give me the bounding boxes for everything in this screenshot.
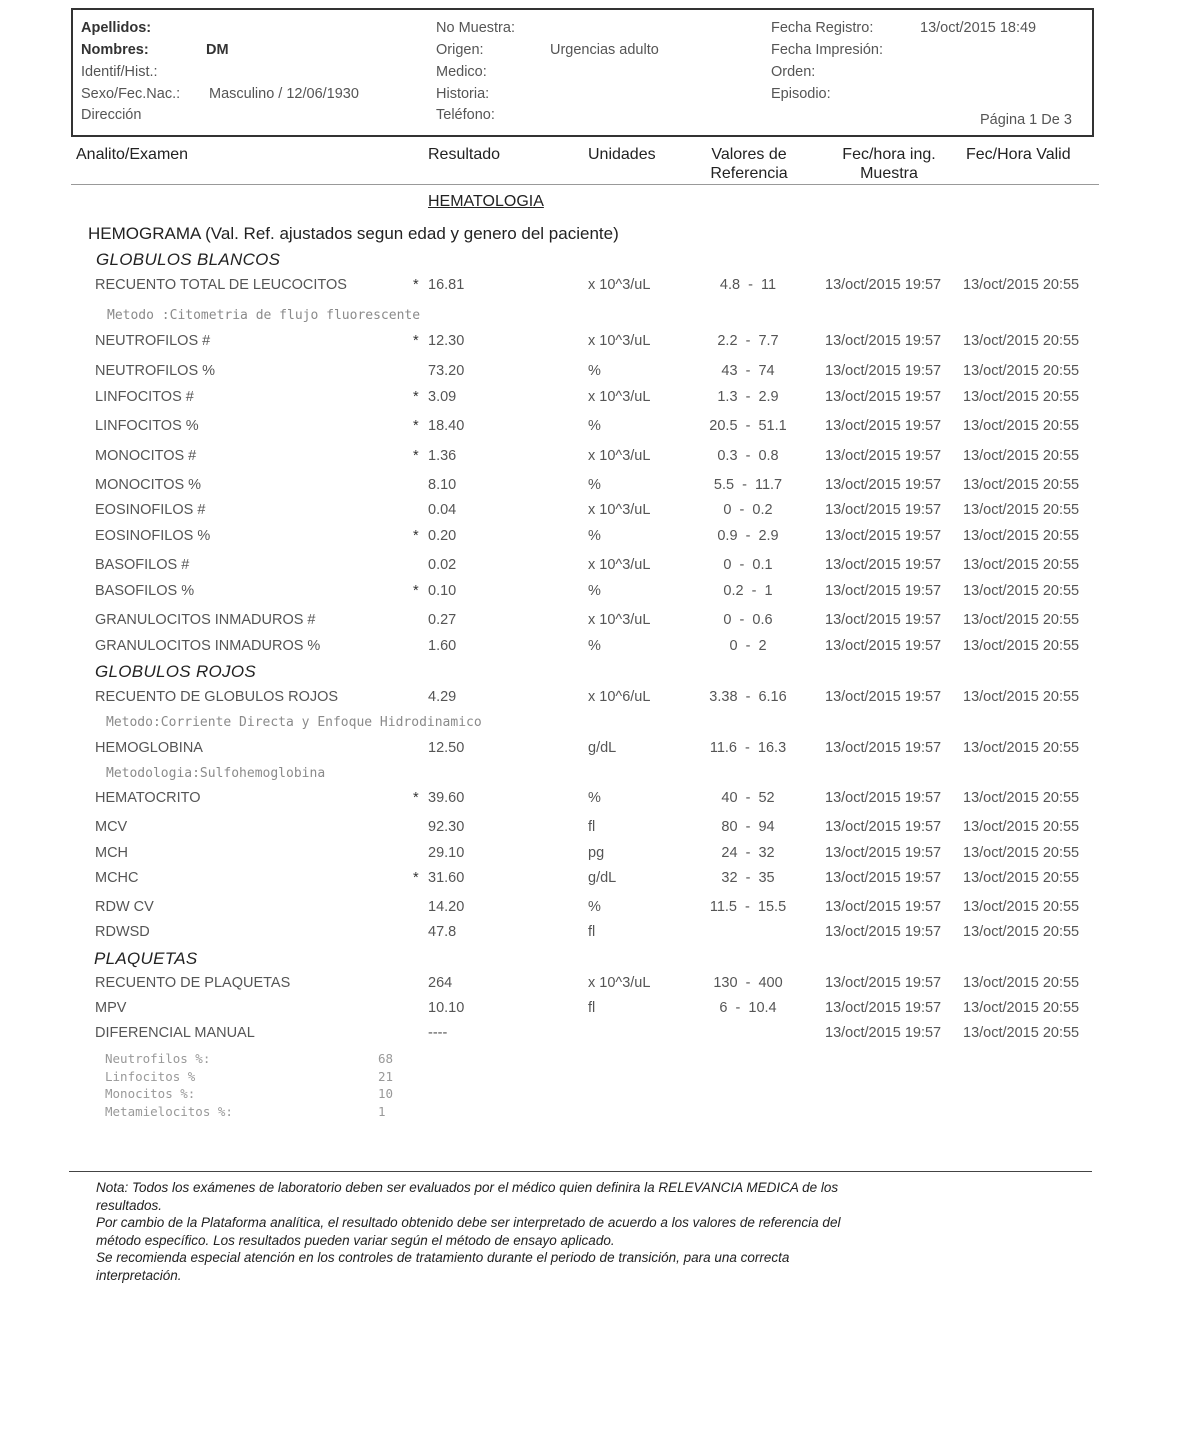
result-value: 1.36 [428, 448, 457, 464]
sexo-value: Masculino / 12/06/1930 [209, 86, 359, 102]
diferencial-item [105, 1050, 233, 1068]
note-line: interpretación. [96, 1267, 182, 1283]
group-plaquetas: PLAQUETAS [94, 949, 198, 968]
table-row [0, 477, 1181, 497]
analyte-name: GRANULOCITOS INMADUROS % [95, 638, 321, 654]
table-row [0, 689, 1181, 709]
unit: fl [588, 1000, 596, 1016]
orden-label: Orden: [771, 64, 816, 80]
analyte-name: GRANULOCITOS INMADUROS # [95, 612, 316, 628]
abnormal-flag: * [413, 790, 419, 806]
table-row [0, 638, 1181, 658]
result-value: 3.09 [428, 389, 457, 405]
sample-datetime: 13/oct/2015 19:57 [825, 502, 942, 518]
reference-range: 2.2 - 7.7 [717, 333, 779, 349]
group-globulos-rojos: GLOBULOS ROJOS [95, 662, 257, 681]
sample-datetime: 13/oct/2015 19:57 [825, 975, 942, 991]
result-value: ---- [428, 1025, 448, 1041]
sample-datetime: 13/oct/2015 19:57 [825, 418, 942, 434]
col-analito: Analito/Examen [76, 146, 189, 163]
analyte-name: HEMOGLOBINA [95, 740, 203, 756]
sample-datetime: 13/oct/2015 19:57 [825, 870, 942, 886]
abnormal-flag: * [413, 418, 419, 434]
reference-range: 20.5 - 51.1 [709, 418, 787, 434]
reference-range: 0.9 - 2.9 [717, 528, 779, 544]
validation-datetime: 13/oct/2015 20:55 [963, 612, 1080, 628]
reference-range: 0 - 0.6 [723, 612, 773, 628]
table-row [0, 924, 1181, 944]
table-row [0, 502, 1181, 522]
table-row [0, 277, 1181, 297]
method-hemoglobina: Metodologia:Sulfohemoglobina [106, 766, 326, 781]
diferencial-label: Neutrofilos %: [105, 1051, 211, 1066]
reference-range: 0.2 - 1 [723, 583, 773, 599]
table-row [0, 583, 1181, 603]
validation-datetime: 13/oct/2015 20:55 [963, 845, 1080, 861]
result-value: 14.20 [428, 899, 465, 915]
analyte-name: MCHC [95, 870, 139, 886]
note-line: método específico. Los resultados pueden variar según el método de ensayo aplicado. [96, 1232, 615, 1248]
method-leucocitos: Metodo :Citometria de flujo fluorescente [107, 308, 421, 323]
page-number: Página 1 De 3 [980, 112, 1072, 128]
diferencial-value: 68 [378, 1051, 394, 1066]
sample-datetime: 13/oct/2015 19:57 [825, 819, 942, 835]
footer-rule [69, 1171, 1092, 1172]
reference-range: 6 - 10.4 [719, 1000, 777, 1016]
reference-range: 0 - 2 [729, 638, 767, 654]
validation-datetime: 13/oct/2015 20:55 [963, 528, 1080, 544]
diferencial-label: Linfocitos % [105, 1068, 196, 1084]
table-row [0, 740, 1181, 760]
sample-datetime: 13/oct/2015 19:57 [825, 845, 942, 861]
result-value: 1.60 [428, 638, 457, 654]
diferencial-value: 21 [378, 1068, 394, 1084]
reference-range: 0.3 - 0.8 [717, 448, 779, 464]
sample-datetime: 13/oct/2015 19:57 [825, 899, 942, 915]
table-row [0, 790, 1181, 810]
diferencial-label: Metamielocitos %: [105, 1103, 233, 1119]
diferencial-list [105, 1050, 233, 1120]
column-header-rule [71, 184, 1099, 185]
sample-datetime: 13/oct/2015 19:57 [825, 557, 942, 573]
apellidos-label: Apellidos: [81, 20, 152, 36]
table-row [0, 975, 1181, 995]
reference-range: 43 - 74 [721, 363, 775, 379]
unit: x 10^3/uL [588, 975, 651, 991]
table-row [0, 363, 1181, 383]
result-value: 16.81 [428, 277, 465, 293]
result-value: 0.04 [428, 502, 457, 518]
unit: x 10^3/uL [588, 389, 651, 405]
table-row [0, 899, 1181, 919]
historia-label: Historia: [436, 86, 490, 102]
unit: x 10^3/uL [588, 612, 651, 628]
table-row [0, 845, 1181, 865]
analyte-name: BASOFILOS % [95, 583, 195, 599]
col-fecha-ingreso: Fec/hora ing. Muestra [842, 146, 936, 182]
table-row [0, 448, 1181, 468]
abnormal-flag: * [413, 528, 419, 544]
reference-range: 24 - 32 [721, 845, 775, 861]
analyte-name: LINFOCITOS % [95, 418, 199, 434]
validation-datetime: 13/oct/2015 20:55 [963, 740, 1080, 756]
result-value: 18.40 [428, 418, 465, 434]
result-value: 12.30 [428, 333, 465, 349]
diferencial-values [378, 1050, 393, 1120]
validation-datetime: 13/oct/2015 20:55 [963, 790, 1080, 806]
result-value: 12.50 [428, 740, 465, 756]
validation-datetime: 13/oct/2015 20:55 [963, 502, 1080, 518]
table-row [0, 1025, 1181, 1045]
validation-datetime: 13/oct/2015 20:55 [963, 975, 1080, 991]
table-row [0, 418, 1181, 438]
result-value: 264 [428, 975, 453, 991]
unit: x 10^3/uL [588, 502, 651, 518]
unit: % [588, 790, 601, 806]
abnormal-flag: * [413, 870, 419, 886]
validation-datetime: 13/oct/2015 20:55 [963, 363, 1080, 379]
validation-datetime: 13/oct/2015 20:55 [963, 583, 1080, 599]
analyte-name: EOSINOFILOS % [95, 528, 211, 544]
analyte-name: NEUTROFILOS % [95, 363, 216, 379]
analyte-name: RDW CV [95, 899, 154, 915]
analyte-name: RECUENTO TOTAL DE LEUCOCITOS [95, 277, 347, 293]
result-value: 8.10 [428, 477, 457, 493]
reference-range: 130 - 400 [713, 975, 783, 991]
unit: x 10^3/uL [588, 448, 651, 464]
validation-datetime: 13/oct/2015 20:55 [963, 418, 1080, 434]
analyte-name: HEMATOCRITO [95, 790, 201, 806]
sample-datetime: 13/oct/2015 19:57 [825, 363, 942, 379]
fecha-registro-label: Fecha Registro: [771, 20, 874, 36]
reference-range: 0 - 0.2 [723, 502, 773, 518]
unit: % [588, 418, 601, 434]
unit: pg [588, 845, 605, 861]
diferencial-label: Monocitos %: [105, 1086, 196, 1101]
unit: % [588, 638, 601, 654]
table-row [0, 528, 1181, 548]
direccion-label: Dirección [81, 107, 142, 123]
validation-datetime: 13/oct/2015 20:55 [963, 689, 1080, 705]
analyte-name: MPV [95, 1000, 127, 1016]
note-line: Por cambio de la Plataforma analítica, el resultado obtenido debe ser interpretado de acuerdo a los valores de referencia del [96, 1215, 841, 1230]
analyte-name: BASOFILOS # [95, 557, 190, 573]
col-valores-referencia: Valores de Referencia [710, 146, 788, 182]
analyte-name: MONOCITOS % [95, 477, 202, 493]
result-value: 92.30 [428, 819, 465, 835]
validation-datetime: 13/oct/2015 20:55 [963, 277, 1080, 293]
result-value: 4.29 [428, 689, 457, 705]
result-value: 29.10 [428, 845, 465, 861]
sample-datetime: 13/oct/2015 19:57 [825, 333, 942, 349]
sample-datetime: 13/oct/2015 19:57 [825, 924, 942, 940]
analyte-name: EOSINOFILOS # [95, 502, 206, 518]
note-line: Nota: Todos los exámenes de laboratorio deben ser evaluados por el médico quien definira la RELEVANCIA MEDICA de los [96, 1180, 839, 1195]
table-row [0, 1000, 1181, 1020]
unit: % [588, 363, 601, 379]
unit: x 10^3/uL [588, 277, 651, 293]
result-value: 39.60 [428, 790, 465, 806]
result-value: 0.02 [428, 557, 457, 573]
sample-datetime: 13/oct/2015 19:57 [825, 448, 942, 464]
diferencial-value: 10 [378, 1086, 394, 1101]
unit: % [588, 477, 601, 493]
sexo-label: Sexo/Fec.Nac.: [81, 86, 181, 102]
fecha-impresion-label: Fecha Impresión: [771, 42, 884, 58]
diferencial-item [105, 1103, 233, 1121]
unit: % [588, 528, 601, 544]
telefono-label: Teléfono: [436, 107, 495, 123]
sample-datetime: 13/oct/2015 19:57 [825, 583, 942, 599]
reference-range: 5.5 - 11.7 [713, 477, 783, 493]
validation-datetime: 13/oct/2015 20:55 [963, 1025, 1080, 1041]
validation-datetime: 13/oct/2015 20:55 [963, 389, 1080, 405]
diferencial-item [105, 1085, 233, 1103]
validation-datetime: 13/oct/2015 20:55 [963, 333, 1080, 349]
panel-title: HEMOGRAMA (Val. Ref. ajustados segun edad y genero del paciente) [88, 224, 619, 243]
unit: % [588, 899, 601, 915]
diferencial-item [105, 1068, 233, 1086]
validation-datetime: 13/oct/2015 20:55 [963, 448, 1080, 464]
reference-range: 80 - 94 [721, 819, 775, 835]
analyte-name: DIFERENCIAL MANUAL [95, 1025, 255, 1041]
unit: % [588, 583, 601, 599]
validation-datetime: 13/oct/2015 20:55 [963, 557, 1080, 573]
note-line: resultados. [96, 1197, 163, 1213]
abnormal-flag: * [413, 333, 419, 349]
abnormal-flag: * [413, 448, 419, 464]
result-value: 0.27 [428, 612, 457, 628]
analyte-name: MONOCITOS # [95, 448, 197, 464]
validation-datetime: 13/oct/2015 20:55 [963, 819, 1080, 835]
col-fecha-validacion: Fec/Hora Valid [966, 146, 1071, 163]
analyte-name: MCH [95, 845, 129, 861]
result-value: 0.10 [428, 583, 457, 599]
section-title: HEMATOLOGIA [428, 193, 544, 210]
col-resultado: Resultado [428, 146, 501, 163]
analyte-name: RECUENTO DE PLAQUETAS [95, 975, 291, 991]
nombres-label: Nombres: [81, 42, 149, 58]
reference-range: 40 - 52 [721, 790, 775, 806]
unit: x 10^6/uL [588, 689, 651, 705]
result-value: 10.10 [428, 1000, 465, 1016]
unit: x 10^3/uL [588, 333, 651, 349]
result-value: 47.8 [428, 924, 457, 940]
sample-datetime: 13/oct/2015 19:57 [825, 277, 942, 293]
abnormal-flag: * [413, 583, 419, 599]
origen-label: Origen: [436, 42, 484, 58]
reference-range: 11.6 - 16.3 [709, 740, 787, 756]
sample-datetime: 13/oct/2015 19:57 [825, 740, 942, 756]
method-globulos-rojos: Metodo:Corriente Directa y Enfoque Hidrodinamico [106, 715, 482, 730]
result-value: 73.20 [428, 363, 465, 379]
result-value: 0.20 [428, 528, 457, 544]
abnormal-flag: * [413, 277, 419, 293]
sample-datetime: 13/oct/2015 19:57 [825, 477, 942, 493]
unit: g/dL [588, 740, 617, 756]
sample-datetime: 13/oct/2015 19:57 [825, 389, 942, 405]
reference-range: 4.8 - 11 [719, 277, 777, 293]
sample-datetime: 13/oct/2015 19:57 [825, 689, 942, 705]
sample-datetime: 13/oct/2015 19:57 [825, 1025, 942, 1041]
unit: fl [588, 819, 596, 835]
validation-datetime: 13/oct/2015 20:55 [963, 477, 1080, 493]
abnormal-flag: * [413, 389, 419, 405]
table-row [0, 557, 1181, 577]
nombres-value: DM [206, 42, 229, 58]
validation-datetime: 13/oct/2015 20:55 [963, 1000, 1080, 1016]
sample-datetime: 13/oct/2015 19:57 [825, 638, 942, 654]
unit: g/dL [588, 870, 617, 886]
validation-datetime: 13/oct/2015 20:55 [963, 899, 1080, 915]
table-row [0, 612, 1181, 632]
no-muestra-label: No Muestra: [436, 20, 515, 36]
reference-range: 32 - 35 [721, 870, 775, 886]
diferencial-value: 1 [378, 1103, 386, 1119]
col-unidades: Unidades [588, 146, 656, 163]
analyte-name: MCV [95, 819, 128, 835]
sample-datetime: 13/oct/2015 19:57 [825, 790, 942, 806]
footer-note [96, 1179, 840, 1284]
fecha-registro-value: 13/oct/2015 18:49 [920, 20, 1037, 36]
sample-datetime: 13/oct/2015 19:57 [825, 612, 942, 628]
sample-datetime: 13/oct/2015 19:57 [825, 1000, 942, 1016]
note-line: Se recomienda especial atención en los controles de tratamiento durante el periodo de transición, para una correcta [96, 1250, 790, 1265]
validation-datetime: 13/oct/2015 20:55 [963, 924, 1080, 940]
identif-label: Identif/Hist.: [81, 64, 158, 80]
validation-datetime: 13/oct/2015 20:55 [963, 638, 1080, 654]
episodio-label: Episodio: [771, 86, 831, 102]
unit: x 10^3/uL [588, 557, 651, 573]
reference-range: 11.5 - 15.5 [709, 899, 787, 915]
analyte-name: RECUENTO DE GLOBULOS ROJOS [95, 689, 339, 705]
reference-range: 0 - 0.1 [723, 557, 773, 573]
group-globulos-blancos: GLOBULOS BLANCOS [96, 250, 281, 269]
analyte-name: RDWSD [95, 924, 150, 940]
reference-range: 3.38 - 6.16 [709, 689, 787, 705]
result-value: 31.60 [428, 870, 465, 886]
table-row [0, 819, 1181, 839]
medico-label: Medico: [436, 64, 487, 80]
analyte-name: NEUTROFILOS # [95, 333, 211, 349]
reference-range: 1.3 - 2.9 [717, 389, 779, 405]
table-row [0, 333, 1181, 353]
table-row [0, 870, 1181, 890]
table-row [0, 389, 1181, 409]
origen-value: Urgencias adulto [550, 42, 659, 58]
sample-datetime: 13/oct/2015 19:57 [825, 528, 942, 544]
validation-datetime: 13/oct/2015 20:55 [963, 870, 1080, 886]
unit: fl [588, 924, 596, 940]
analyte-name: LINFOCITOS # [95, 389, 194, 405]
